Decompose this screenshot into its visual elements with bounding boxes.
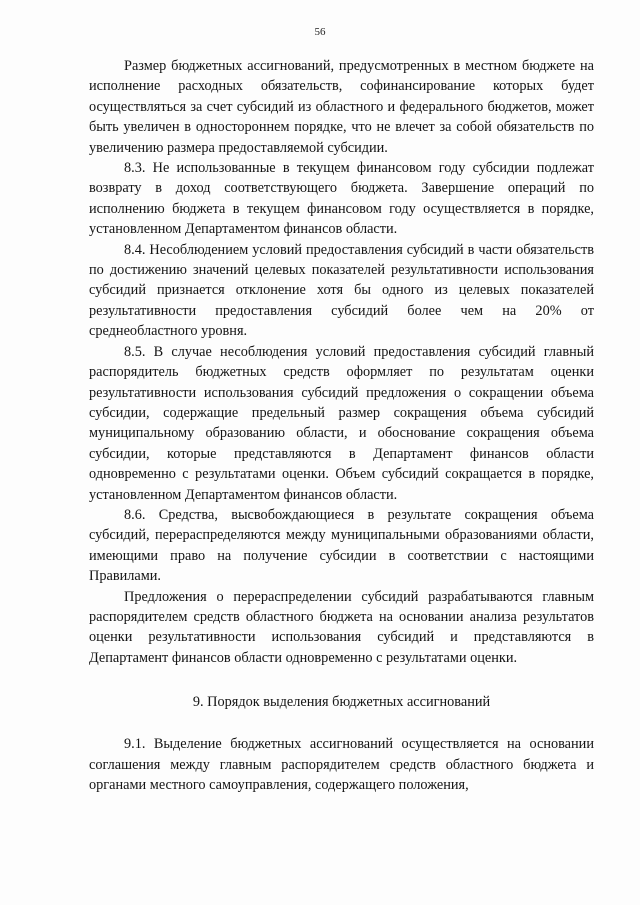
- paragraph-8-6: 8.6. Средства, высвобождающиеся в результате сокращения объема субсидий, перераспределяются между муниципальными образованиями области, имеющими право на получение субсидии в соответствии с настоящими Правилами.: [89, 506, 594, 585]
- paragraph-8-4: 8.4. Несоблюдением условий предоставления субсидий в части обязательств по достижению значений целевых показателей результативности использования субсидий признается отклонение хотя бы одного из целевых показателей результативности предоставления субсидий более чем на 20% от среднеобластного уровня.: [89, 241, 594, 340]
- paragraph-redistribution-proposals: Предложения о перераспределении субсидий разрабатываются главным распорядителем средств областного бюджета на основании анализа результатов оценки результативности использования субсидий и представляются в Департамент финансов области одновременно с результатами оценки.: [89, 588, 594, 666]
- paragraph-budget-allocation-size: Размер бюджетных ассигнований, предусмотренных в местном бюджете на исполнение расходных обязательств, софинансирование которых будет осуществляться за счет субсидий из областного и федерального бюджетов, может быть увеличен в одностороннем порядке, что не влечет за собой обязательств по увеличению размера предоставляемой субсидии.: [89, 58, 594, 156]
- document-body: [89, 56, 594, 795]
- paragraph-8-3: 8.3. Не использованные в текущем финансовом году субсидии подлежат возврату в доход соответствующего бюджета. Завершение операций по исполнению бюджета в текущем финансовом году осуществляется в порядке, установленном Департаментом финансов области.: [89, 160, 594, 238]
- paragraph-8-5: 8.5. В случае несоблюдения условий предоставления субсидий главный распорядитель бюджетных средств оформляет по результатам оценки результативности использования субсидий предложения о сокращении объема субсидии, содержащие предельный размер сокращения объема субсидий муниципальному образованию области, и обоснование сокращения объема субсидии, которые представляются в Департамент финансов области одновременно с результатами оценки. Объем субсидий сокращается в порядке, установленном Департаментом финансов области.: [89, 343, 594, 503]
- page-number: 56: [314, 26, 326, 38]
- section-heading-9: 9. Порядок выделения бюджетных ассигнований: [192, 694, 491, 711]
- paragraph-9-1: 9.1. Выделение бюджетных ассигнований осуществляется на основании соглашения между главным распорядителем средств областного бюджета и органами местного самоуправления, содержащего положения,: [89, 736, 594, 793]
